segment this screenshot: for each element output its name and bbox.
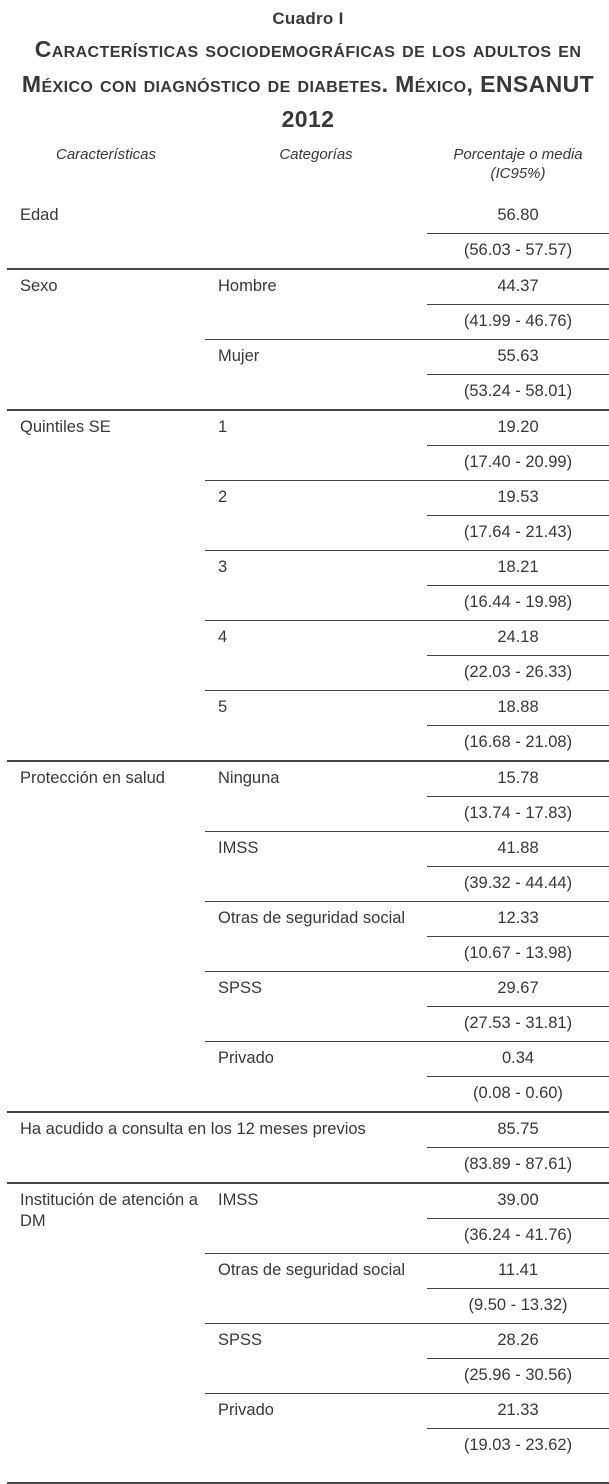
value-cell: 0.34 bbox=[427, 1042, 609, 1077]
value-cell: 55.63 bbox=[427, 340, 609, 375]
header-porcentaje bbox=[427, 139, 609, 199]
category-cell: IMSS bbox=[205, 832, 427, 902]
ci-cell: (13.74 - 17.83) bbox=[463, 804, 573, 822]
ci-cell: (39.32 - 44.44) bbox=[463, 874, 573, 892]
characteristic-cell: Quintiles SE bbox=[7, 410, 205, 761]
value-cell: 39.00 bbox=[427, 1183, 609, 1219]
table-caption bbox=[7, 6, 609, 137]
category-cell: 4 bbox=[205, 621, 427, 691]
value-cell: 44.37 bbox=[427, 269, 609, 305]
value-cell: 28.26 bbox=[427, 1324, 609, 1359]
value-row bbox=[7, 269, 609, 305]
category-cell: Ninguna bbox=[205, 761, 427, 832]
category-cell: 1 bbox=[205, 410, 427, 481]
header-porcentaje-line2: (IC95%) bbox=[490, 165, 546, 182]
category-cell: 5 bbox=[205, 691, 427, 762]
ci-cell: (17.64 - 21.43) bbox=[463, 523, 573, 541]
characteristic-cell: Edad bbox=[20, 206, 59, 224]
category-cell: SPSS bbox=[205, 1324, 427, 1394]
category-cell: Otras de seguridad social bbox=[205, 1254, 427, 1324]
header-categorias: Categorías bbox=[279, 146, 353, 163]
value-cell: 56.80 bbox=[427, 199, 609, 234]
value-cell: 19.53 bbox=[427, 481, 609, 516]
category-cell: Privado bbox=[205, 1394, 427, 1484]
header-caracteristicas: Características bbox=[55, 146, 157, 163]
sociodemographic-table bbox=[7, 139, 609, 1484]
category-cell: Hombre bbox=[205, 269, 427, 340]
characteristic-cell: Sexo bbox=[7, 269, 205, 410]
ci-cell: (36.24 - 41.76) bbox=[463, 1226, 573, 1244]
ci-cell: (16.44 - 19.98) bbox=[463, 593, 573, 611]
ci-cell: (41.99 - 46.76) bbox=[463, 312, 573, 330]
ci-cell: (0.08 - 0.60) bbox=[473, 1084, 563, 1102]
characteristic-cell: Ha acudido a consulta en los 12 meses previos bbox=[7, 1112, 427, 1183]
header-porcentaje-line1: Porcentaje o media bbox=[453, 146, 583, 163]
characteristic-cell: Protección en salud bbox=[7, 761, 205, 1112]
ci-cell: (83.89 - 87.61) bbox=[463, 1155, 573, 1173]
category-cell: 2 bbox=[205, 481, 427, 551]
value-cell: 11.41 bbox=[427, 1254, 609, 1289]
table-number: Cuadro I bbox=[272, 9, 344, 28]
ci-cell: (25.96 - 30.56) bbox=[463, 1366, 573, 1384]
ci-cell: (22.03 - 26.33) bbox=[463, 663, 573, 681]
category-cell bbox=[205, 199, 427, 269]
table-title: Características sociodemográficas de los adultos en México con diagnóstico de diabetes. México, ENSANUT 2012 bbox=[21, 36, 595, 132]
value-cell: 41.88 bbox=[427, 832, 609, 867]
ci-cell: (10.67 - 13.98) bbox=[463, 944, 573, 962]
table-header bbox=[7, 139, 609, 199]
value-row bbox=[7, 1112, 609, 1148]
ci-cell: (27.53 - 31.81) bbox=[463, 1014, 573, 1032]
category-cell: Privado bbox=[205, 1042, 427, 1113]
value-row bbox=[7, 761, 609, 797]
characteristic-cell: Institución de atención a DM bbox=[7, 1183, 205, 1483]
value-cell: 15.78 bbox=[427, 761, 609, 797]
table-body bbox=[7, 199, 609, 1483]
value-cell: 24.18 bbox=[427, 621, 609, 656]
value-row bbox=[7, 1183, 609, 1219]
ci-cell: (53.24 - 58.01) bbox=[463, 382, 573, 400]
header-row bbox=[7, 139, 609, 199]
category-cell: 3 bbox=[205, 551, 427, 621]
value-cell: 18.21 bbox=[427, 551, 609, 586]
value-cell: 12.33 bbox=[427, 902, 609, 937]
ci-cell: (56.03 - 57.57) bbox=[463, 241, 573, 259]
value-row bbox=[7, 199, 609, 234]
value-cell: 19.20 bbox=[427, 410, 609, 446]
ci-cell: (17.40 - 20.99) bbox=[463, 453, 573, 471]
category-cell: SPSS bbox=[205, 972, 427, 1042]
category-cell: Mujer bbox=[205, 340, 427, 411]
value-cell: 29.67 bbox=[427, 972, 609, 1007]
category-cell: IMSS bbox=[205, 1183, 427, 1254]
value-cell: 85.75 bbox=[427, 1112, 609, 1148]
value-row bbox=[7, 410, 609, 446]
value-cell: 21.33 bbox=[427, 1394, 609, 1429]
ci-cell: (19.03 - 23.62) bbox=[463, 1436, 573, 1454]
value-cell: 18.88 bbox=[427, 691, 609, 726]
category-cell: Otras de seguridad social bbox=[205, 902, 427, 972]
ci-cell: (16.68 - 21.08) bbox=[463, 733, 573, 751]
ci-cell: (9.50 - 13.32) bbox=[468, 1296, 568, 1314]
